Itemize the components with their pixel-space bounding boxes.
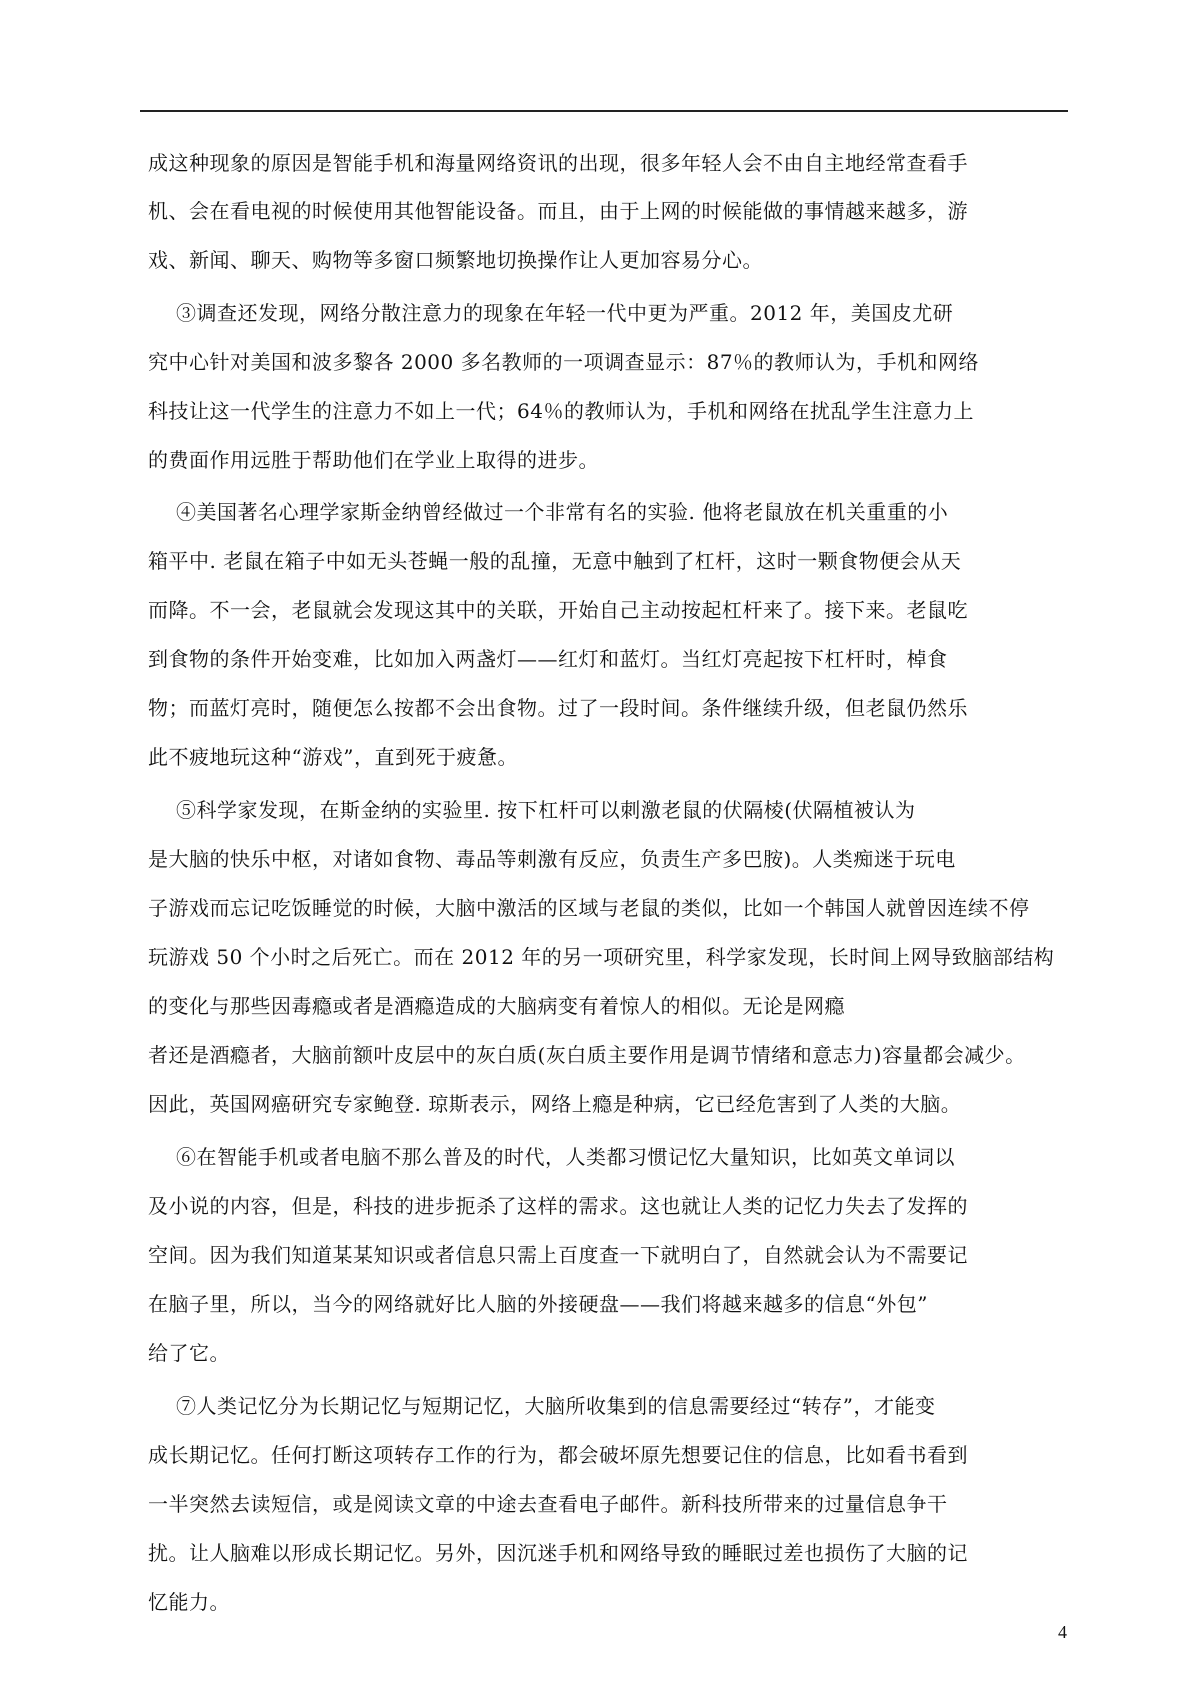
text-line: 者还是酒瘾者，大脑前额叶皮层中的灰白质(灰白质主要作用是调节情绪和意志力)容量都会减少。 [148,1043,1026,1067]
text-line: 的费面作用远胜于帮助他们在学业上取得的进步。 [148,448,599,472]
text-line: 到食物的条件开始变难，比如加入两盏灯——红灯和蓝灯。当红灯亮起按下杠杆时，棹食 [148,647,948,671]
text-line: 子游戏而忘记吃饭睡觉的时候，大脑中激活的区域与老鼠的类似，比如一个韩国人就曾因连续不停 [148,896,1030,920]
text-line: 科技让这一代学生的注意力不如上一代；64％的教师认为，手机和网络在扰乱学生注意力上 [148,399,974,423]
text-line: 戏、新闻、聊天、购物等多窗口频繁地切换操作让人更加容易分心。 [148,248,763,272]
text-line: 在脑子里，所以，当今的网络就好比人脑的外接硬盘——我们将越来越多的信息“外包” [148,1292,928,1316]
page-number: 4 [1058,1622,1067,1642]
header-rule [140,110,1068,112]
text-line: 及小说的内容，但是，科技的进步扼杀了这样的需求。这也就让人类的记忆力失去了发挥的 [148,1194,968,1218]
text-line: 忆能力。 [148,1590,230,1614]
text-line: 因此，英国网癌研究专家鲍登. 琼斯表示，网络上瘾是种病，它已经危害到了人类的大脑。 [148,1092,962,1116]
paragraph-3-start: ③调查还发现，网络分散注意力的现象在年轻一代中更为严重。2012 年，美国皮尤研 [176,301,954,325]
text-line: 成这种现象的原因是智能手机和海量网络资讯的出现，很多年轻人会不由自主地经常查看手 [148,151,968,175]
paragraph-4-start: ④美国著名心理学家斯金纳曾经做过一个非常有名的实验. 他将老鼠放在机关重重的小 [176,500,949,524]
text-line: 箱平中. 老鼠在箱子中如无头苍蝇一般的乱撞，无意中触到了杠杆，这时一颗食物便会从天 [148,549,962,573]
text-line: 一半突然去读短信，或是阅读文章的中途去查看电子邮件。新科技所带来的过量信息争干 [148,1492,948,1516]
text-line: 扰。让人脑难以形成长期记忆。另外，因沉迷手机和网络导致的睡眠过差也损伤了大脑的记 [148,1541,968,1565]
text-line: 玩游戏 50 个小时之后死亡。而在 2012 年的另一项研究里，科学家发现，长时间上网导致脑部结构 [148,945,1055,969]
text-line: 此不疲地玩这种“游戏”，直到死于疲惫。 [148,745,518,769]
text-line: 成长期记忆。任何打断这项转存工作的行为，都会破坏原先想要记住的信息，比如看书看到 [148,1443,968,1467]
text-line: 给了它。 [148,1341,230,1365]
text-line: 是大脑的快乐中枢，对诸如食物、毒品等刺激有反应，负责生产多巴胺)。人类痴迷于玩电 [148,847,956,871]
text-line: 究中心针对美国和波多黎各 2000 多名教师的一项调查显示：87％的教师认为，手机和网络 [148,350,980,374]
paragraph-7-start: ⑦人类记忆分为长期记忆与短期记忆，大脑所收集到的信息需要经过“转存”，才能变 [176,1394,936,1418]
text-line: 空间。因为我们知道某某知识或者信息只需上百度查一下就明白了，自然就会认为不需要记 [148,1243,968,1267]
text-line: 的变化与那些因毒瘾或者是酒瘾造成的大脑病变有着惊人的相似。无论是网瘾 [148,994,845,1018]
text-line: 物；而蓝灯亮时，随便怎么按都不会出食物。过了一段时间。条件继续升级，但老鼠仍然乐 [148,696,968,720]
text-line: 而降。不一会，老鼠就会发现这其中的关联，开始自己主动按起杠杆来了。接下来。老鼠吃 [148,598,968,622]
paragraph-5-start: ⑤科学家发现，在斯金纳的实验里. 按下杠杆可以刺激老鼠的伏隔棱(伏隔植被认为 [176,798,916,822]
text-line: 机、会在看电视的时候使用其他智能设备。而且，由于上网的时候能做的事情越来越多，游 [148,199,968,223]
paragraph-6-start: ⑥在智能手机或者电脑不那么普及的时代，人类都习惯记忆大量知识，比如英文单词以 [176,1145,955,1169]
